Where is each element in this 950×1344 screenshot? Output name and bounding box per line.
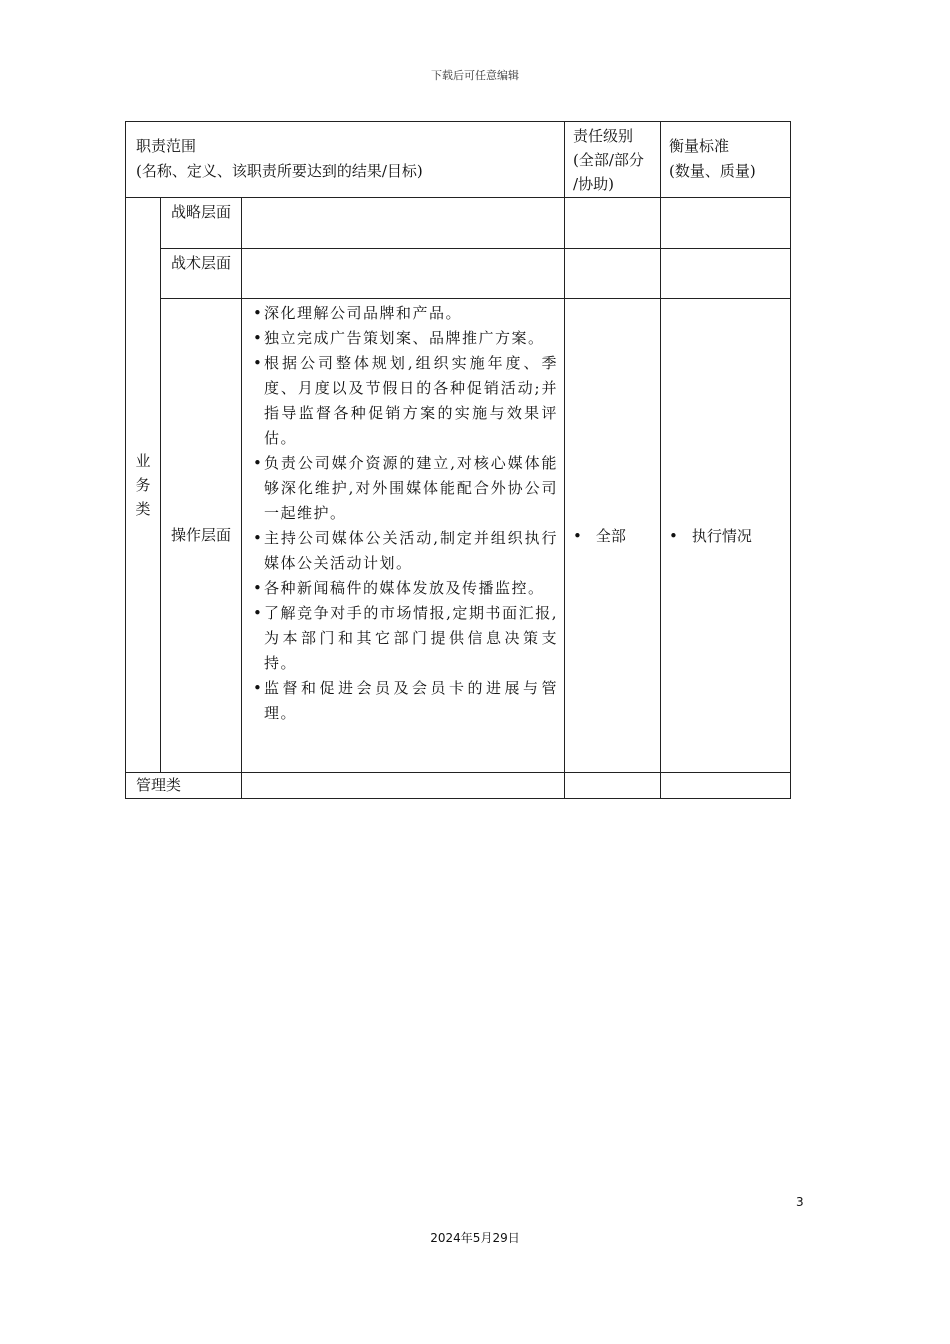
operational-row <box>126 299 791 773</box>
header-note: 下载后可任意编辑 <box>431 69 519 82</box>
category-char: 业 <box>135 452 151 470</box>
category-char: 类 <box>135 500 151 518</box>
strategic-measure <box>661 198 791 249</box>
task-item: • 主持公司媒体公关活动,制定并组织执行媒体公关活动计划。 <box>264 526 558 576</box>
task-item: • 了解竞争对手的市场情报,定期书面汇报,为本部门和其它部门提供信息决策支持。 <box>264 601 558 676</box>
tactical-responsibility <box>565 249 661 299</box>
measure-header-line: (数量、质量) <box>669 162 756 180</box>
bullet-icon: • <box>573 527 582 545</box>
task-item: • 深化理解公司品牌和产品。 <box>264 301 558 326</box>
task-item: • 独立完成广告策划案、品牌推广方案。 <box>264 326 558 351</box>
tactical-row <box>126 249 791 299</box>
task-list <box>242 299 564 728</box>
management-measure <box>661 773 791 799</box>
responsibility-value: 全部 <box>595 527 626 545</box>
operational-responsibility <box>565 299 661 773</box>
strategic-level-label: 战略层面 <box>161 198 242 249</box>
strategic-content <box>242 198 565 249</box>
task-item: • 根据公司整体规划,组织实施年度、季度、月度以及节假日的各种促销活动;并指导监督各种促销方案的实施与效果评估。 <box>264 351 558 451</box>
measure-header <box>661 122 791 198</box>
task-item: • 监督和促进会员及会员卡的进展与管理。 <box>264 676 558 726</box>
tactical-measure <box>661 249 791 299</box>
tactical-level-label: 战术层面 <box>161 249 242 299</box>
responsibility-header-line: /协助) <box>573 175 614 193</box>
measure-header-line: 衡量标准 <box>669 137 730 155</box>
scope-header <box>126 122 565 198</box>
header-row <box>126 122 791 198</box>
bullet-icon: • <box>669 527 678 545</box>
task-item: • 负责公司媒介资源的建立,对核心媒体能够深化维护,对外围媒体能配合外协公司一起维护。 <box>264 451 558 526</box>
responsibility-header-line: (全部/部分 <box>573 151 644 169</box>
category-char: 务 <box>135 476 151 494</box>
scope-title: 职责范围 <box>136 137 197 155</box>
operational-tasks-cell <box>242 299 565 773</box>
management-row <box>126 773 791 799</box>
business-category-cell <box>126 198 161 773</box>
scope-subtitle: (名称、定义、该职责所要达到的结果/目标) <box>136 162 423 180</box>
management-category: 管理类 <box>126 773 242 799</box>
tactical-content <box>242 249 565 299</box>
management-responsibility <box>565 773 661 799</box>
task-item: • 各种新闻稿件的媒体发放及传播监控。 <box>264 576 558 601</box>
footer-date: 2024年5月29日 <box>430 1231 520 1245</box>
duty-table <box>125 121 791 799</box>
management-content <box>242 773 565 799</box>
strategic-responsibility <box>565 198 661 249</box>
page-number: 3 <box>796 1195 804 1209</box>
operational-level-label: 操作层面 <box>161 299 242 773</box>
responsibility-header-line: 责任级别 <box>573 127 634 145</box>
operational-measure <box>661 299 791 773</box>
measure-value: 执行情况 <box>691 527 752 545</box>
strategic-row <box>126 198 791 249</box>
responsibility-header <box>565 122 661 198</box>
